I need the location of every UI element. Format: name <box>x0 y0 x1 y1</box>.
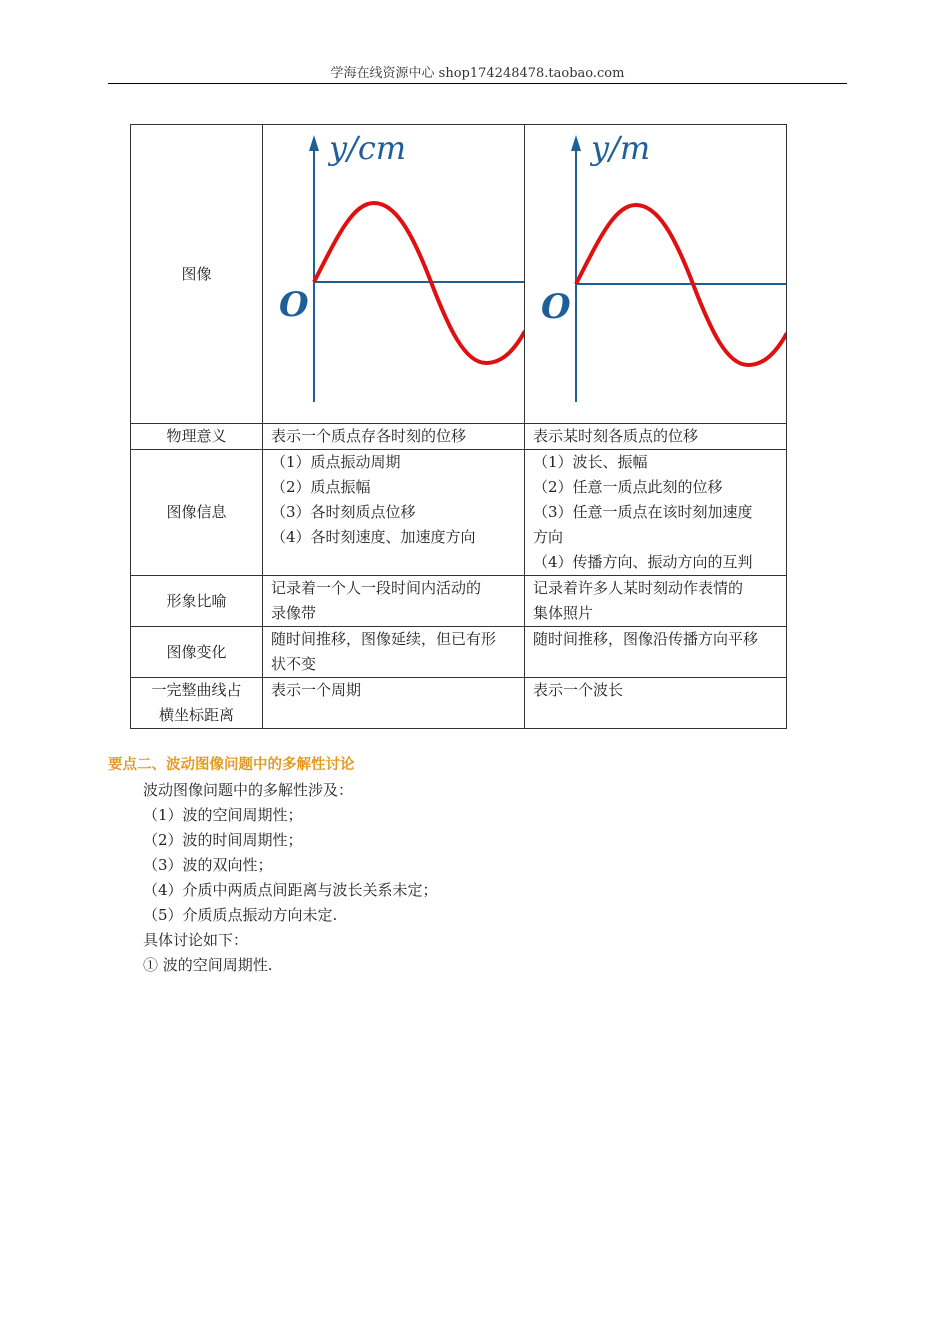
vibration-cell <box>263 627 525 678</box>
table-row <box>131 450 787 576</box>
cell-text: 记录着一个人一段时间内活动的 <box>271 579 482 597</box>
row-label-line: 一完整曲线占 <box>151 681 242 699</box>
cell-text: （1）波长、振幅 <box>533 453 648 471</box>
cell-text: 随时间推移，图像延续，但已有形 <box>271 630 497 648</box>
cell-text: （4）传播方向、振动方向的互判 <box>533 553 753 571</box>
cell-text: 表示一个质点存各时刻的位移 <box>271 427 467 445</box>
wave-cell <box>525 627 787 678</box>
section-title: 要点二、波动图像问题中的多解性讨论 <box>108 757 355 773</box>
vibration-cell <box>263 424 525 450</box>
list-item: ① 波的空间周期性. <box>143 956 273 974</box>
list-item: （1）波的空间周期性； <box>143 806 303 824</box>
cell-text: （2）质点振幅 <box>271 478 371 496</box>
table-row <box>131 576 787 627</box>
vibration-cell <box>263 450 525 576</box>
cell-text: （1）质点振动周期 <box>271 453 401 471</box>
cell-text: 记录着许多人某时刻动作表情的 <box>533 579 744 597</box>
y-axis-arrow-icon <box>309 135 319 151</box>
cell-text: 随时间推移，图像沿传播方向平移 <box>533 630 759 648</box>
cell-text: 表示某时刻各质点的位移 <box>533 427 699 445</box>
wave-cell <box>525 450 787 576</box>
cell-text: 方向 <box>533 528 564 546</box>
paragraph: 具体讨论如下： <box>143 931 249 949</box>
section-body <box>143 778 438 978</box>
vibration-cell <box>263 576 525 627</box>
y-axis-label: y/cm <box>329 129 407 167</box>
y-axis-label: y/m <box>591 129 651 167</box>
vibration-cell <box>263 678 525 729</box>
wave-cell <box>525 678 787 729</box>
cell-text: （3）任意一质点在该时刻加速度 <box>533 503 753 521</box>
cell-text: 表示一个周期 <box>271 681 362 699</box>
list-item: （4）介质中两质点间距离与波长关系未定； <box>143 881 438 899</box>
header-rule <box>108 83 847 84</box>
cell-text: （2）任意一质点此刻的位移 <box>533 478 723 496</box>
row-label-line: 横坐标距离 <box>158 706 234 724</box>
origin-label: O <box>279 285 309 325</box>
comparison-table <box>130 124 787 729</box>
table-row <box>131 678 787 729</box>
wave-graph-cell <box>525 125 787 424</box>
row-label: 图像变化 <box>131 627 263 678</box>
page-header: 学海在线资源中心 shop174248478.taobao.com <box>330 66 625 81</box>
row-label-image: 图像 <box>131 125 263 424</box>
list-item: （5）介质质点振动方向未定. <box>143 906 338 924</box>
origin-label: O <box>541 287 571 327</box>
wave-cell <box>525 576 787 627</box>
row-label <box>131 678 263 729</box>
y-axis-arrow-icon <box>571 135 581 151</box>
wave-graph <box>525 125 787 423</box>
table-row <box>131 424 787 450</box>
cell-text: 表示一个波长 <box>533 681 624 699</box>
row-label: 物理意义 <box>131 424 263 450</box>
cell-text: （3）各时刻质点位移 <box>271 503 416 521</box>
table-row <box>131 627 787 678</box>
paragraph: 波动图像问题中的多解性涉及： <box>143 781 354 799</box>
vibration-graph-cell <box>263 125 525 424</box>
list-item: （2）波的时间周期性； <box>143 831 303 849</box>
vibration-graph <box>263 125 525 423</box>
list-item: （3）波的双向性； <box>143 856 273 874</box>
row-label: 形象比喻 <box>131 576 263 627</box>
cell-text: 集体照片 <box>533 604 594 622</box>
cell-text: 录像带 <box>271 604 317 622</box>
wave-cell <box>525 424 787 450</box>
row-label: 图像信息 <box>131 450 263 576</box>
cell-text: 状不变 <box>271 655 317 673</box>
cell-text: （4）各时刻速度、加速度方向 <box>271 528 476 546</box>
table-row-image <box>131 125 787 424</box>
